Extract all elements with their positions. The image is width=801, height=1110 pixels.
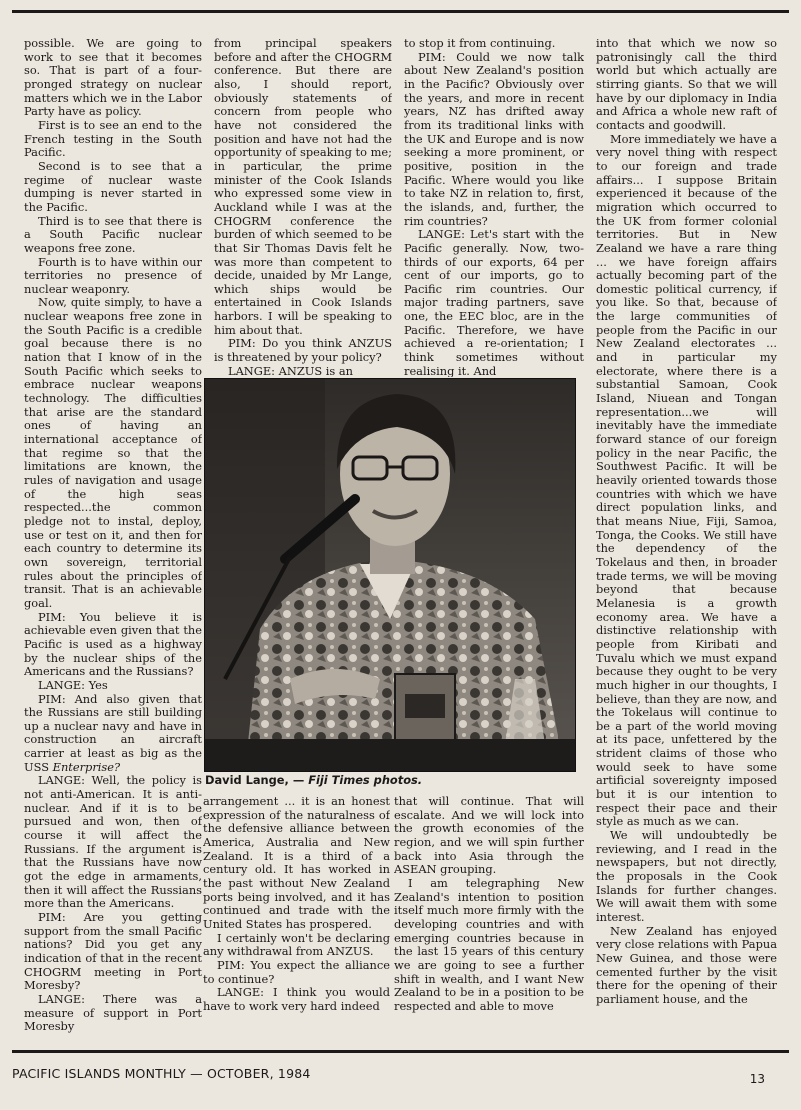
article-column-2-bottom [203, 795, 390, 1035]
top-rule [12, 10, 789, 13]
paragraph: We will undoubtedly be reviewing, and I read in the newspapers, but not directly, the proposals in the Cook Islands for further changes. We will await them with some interest. [596, 828, 777, 924]
paragraph: I am telegraphing New Zealand's intention to position itself much more firmly with the developing countries and with emerging countries because in the last 15 years of this century we are going to see a further shift in wealth, and I want New Zealand to be in a position to be respected and able to move [394, 875, 584, 1013]
paragraph: LANGE: Yes [38, 677, 108, 692]
paragraph: PIM: Are you getting support from the small Pacific nations? Did you get any indication of that in the recent CHOGRM meeting in Port Moresby? [24, 910, 202, 993]
portrait-photo [204, 378, 576, 772]
paragraph: New Zealand has enjoyed very close relations with Papua New Guinea, and those were cemented further by the visit there for the opening of their parliament house, and the [596, 923, 777, 1006]
paragraph: to stop it from continuing. [404, 37, 556, 50]
paragraph: More immediately we have a very novel thing with respect to our foreign and trade affairs... I suppose Britain experienced it because of the migration which occurred to the UK from former colonial territories. But in New Zealand we have a rare thing ... we have foreign affairs actually becoming part of the domestic political currency, if you like. So that, because of the large communities of people from the Pacific in our New Zealand electorates ... and in particular my electorate, where there is a substantial Samoan, Cook Island, Niuean and Tongan representation...we will inevitably have the immediate forward stance of our foreign policy in the near Pacific, the Southwest Pacific. It will be heavily oriented towards those countries with which we have direct population links, and that means Niue, Fiji, Samoa, Tonga, the Cooks. We still have the dependency of the Tokelaus and then, in broader trade terms, we will be moving beyond that because Melanesia is a growth economy area. We have a distinctive relationship with people from Kiribati and Tuvalu which we must expand because they ought to be very much higher in our thoughts, I believe, than they are now, and the Tokelaus will continue to be a part of the world moving at its pace, unfettered by the strident claims of those who would seek to have some artificial sovereignty imposed but it is our intention to respect their pace and their style as much as we can. [596, 131, 777, 829]
photo-caption [205, 773, 422, 787]
paragraph: LANGE: There was a measure of support in Port Moresby [24, 991, 202, 1034]
paragraph: I certainly won't be declaring any withdrawal from ANZUS. [203, 930, 390, 959]
article-column-3-bottom [394, 795, 584, 1035]
paragraph: LANGE: I think you would have to work very hard indeed [203, 985, 390, 1013]
photo-illustration [205, 379, 575, 771]
page-number: 13 [749, 1072, 765, 1086]
article-column-1 [24, 37, 202, 1037]
paragraph: LANGE: Well, the policy is not anti-American. It is anti-nuclear. And if it is to be pursued and won, then of course it will affect the Russians. If the argument is that the Russians have now got the edge in armaments, then it will affect the Russians more than the Americans. [24, 773, 202, 911]
paragraph: into that which we now so patronisingly call the third world but which actually are stirring giants. So that we will have by our diplomacy in India and Africa a whole new raft of contacts and goodwill. [596, 37, 777, 132]
paragraph: Third is to see that there is a South Pacific nuclear weapons free zone. [24, 213, 202, 255]
paragraph: from principal speakers before and after the CHOGRM conference. But there are also, I should report, obviously statements of concern from people who have not considered the position and have not had the opportunity of speaking to me; in particular, the prime minister of the Cook Islands who expressed some view in Auckland while I was at the CHOGRM conference the burden of which seemed to be that Sir Thomas Davis felt he was more than competent to decide, unaided by Mr Lange, which ships would be entertained in Cook Islands harbors. I will be speaking to him about that. [214, 37, 392, 337]
paragraph: that will continue. That will escalate. And we will lock into the growth economies of the region, and we will spin further back into Asia through the ASEAN grouping. [394, 795, 584, 877]
article-column-2-top [214, 37, 392, 392]
paragraph: Second is to see that a regime of nuclear waste dumping is never started in the Pacific. [24, 158, 202, 214]
paragraph: Fourth is to have within our territories no presence of nuclear weaponry. [24, 254, 202, 296]
article-column-3-top [404, 37, 584, 377]
article-column-4 [596, 37, 777, 1037]
paragraph: possible. We are going to work to see that it becomes so. That is part of a four-pronged strategy on nuclear matters which we in the Labor Party have as policy. [24, 37, 202, 119]
footer-publication-line: PACIFIC ISLANDS MONTHLY — OCTOBER, 1984 [12, 1066, 311, 1081]
bottom-rule [12, 1050, 789, 1053]
paragraph: First is to see an end to the French testing in the South Pacific. [24, 117, 202, 160]
paragraph: PIM: Do you think ANZUS is threatened by your policy? [214, 336, 392, 365]
caption-subject: David Lange, — [205, 773, 305, 787]
paragraph: Now, quite simply, to have a nuclear weapons free zone in the South Pacific is a credible goal because there is no nation that I know of in the South Pacific which seeks to embrace nuclear weapons technology. The difficulties that arise are the standard ones of having an international acceptance of that regime so that the limitations are known, the rules of navigation and usage of the high seas respected...the common pledge not to instal, deploy, use or test on it, and then for each country to determine its own sovereign, territorial rules about the principles of transit. That is an achievable goal. [24, 295, 202, 610]
caption-credit: Fiji Times photos. [308, 773, 423, 787]
paragraph: PIM: Could we now talk about New Zealand's position in the Pacific? Obviously over the years, and more in recent years, NZ has drifted away from its traditional links with the UK and Europe and is now seeking a more prominent, or positive, position in the Pacific. Where would you like to take NZ in relation to, first, the islands, and, further, the rim countries? [404, 49, 584, 228]
paragraph: PIM: You expect the alliance to continue? [203, 957, 390, 986]
paragraph: PIM: And also given that the Russians are still building up a nuclear navy and have in construction an aircraft carrier at least as big as the USS Enterprise? [24, 691, 202, 774]
paragraph: PIM: You believe it is achievable even given that the Pacific is used as a highway by the nuclear ships of the Americans and the Russians? [24, 609, 202, 679]
paragraph: arrangement ... it is an honest expression of the naturalness of the defensive alliance between America, Australia and New Zealand. It is a third of a century old. It has worked in the past without New Zealand ports being involved, and it has continued and trade with the United States has prospered. [203, 795, 390, 931]
paragraph: LANGE: Let's start with the Pacific generally. Now, two-thirds of our exports, 64 per cent of our imports, go to Pacific rim countries. Our major trading partners, save one, the EEC bloc, are in the Pacific. Therefore, we have achieved a re-orientation; I think sometimes without realising it. And [404, 227, 584, 377]
paragraph: LANGE: ANZUS is an [228, 363, 353, 378]
